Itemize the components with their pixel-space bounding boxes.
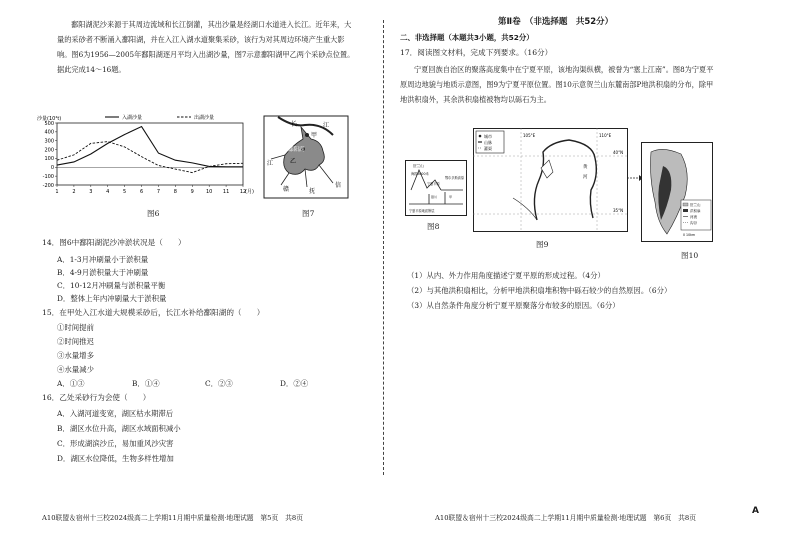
section-heading: 二、非选择题（本题共3小题，共52分） [400,33,534,42]
fig6-xtick-label: 7 [156,189,161,195]
fig6-y-label: 沙量(10⁴t) [37,116,62,122]
right-page [395,0,800,544]
fig6-xtick-label: 11 [222,189,230,195]
q16-option-d: D．湖区水位降低，生物多样性增加 [57,454,174,463]
q16-option-a: A．入湖河道变宽，湖区枯水期滞后 [57,409,174,418]
fig8-label-plain: 宁夏平原 [427,182,440,186]
q15-item-3: ③水量增多 [57,351,94,360]
figure-6-caption: 图6 [147,209,160,218]
q14-option-a: A．1-3月冲刷量小于淤积量 [57,255,149,264]
left-page-footer: A10联盟＆宿州十三校2024级高二上学期11月期中质量检测·地理试题 第5页 共8页 [42,514,304,522]
fig9-label-40n: 40°N [613,150,624,155]
q17-task-3: （3）从自然条件角度分析宁夏平原聚落分布较多的原因。（6分） [407,301,620,310]
fig9-label-110e: 110°E [599,133,612,138]
q16-stem: 16．乙处采砂行为会使（ ） [42,393,151,402]
q15-choice-c: C．②③ [205,379,233,388]
fig9-legend-canal: 灌渠 [484,146,492,151]
q15-item-1: ①时间提前 [57,323,94,332]
page-divider [383,20,384,475]
intro-paragraph: 鄱阳湖泥沙来源于其周边流域和长江倒灌，其出沙量是经湖口水道进入长江。近年来，大量的采砂者不断涌入鄱阳湖，并在入江入湖水道聚集采砂，该行为对其周边环境产生重大影响。图6为1956—2005年鄱阳湖逐月平均入出湖沙量，图7示意鄱阳湖甲乙两个采砂点位置。据此完成14～16题。 [57,20,355,74]
fig8-label-helanshan: 贺兰山 [413,164,424,168]
q15-choice-d: D．②④ [280,379,309,388]
q14-option-b: B．4-9月淤积量大于冲刷量 [57,268,149,277]
fig8-label-jia: 甲 [449,195,453,199]
q17-task-1: （1）从内、外力作用角度描述宁夏平原的形成过程。（4分） [407,271,605,280]
fig7-label-gan: 赣 [283,186,290,193]
fig7-label-yi: 乙 [290,158,297,165]
fig6-xtick-label: 3 [89,189,93,195]
volume-title: 第Ⅱ卷 （非选择题 共52分） [498,17,614,27]
figure-8-diagram [405,160,467,216]
fig6-ytick-label: 400 [44,129,54,136]
fig9-legend-city: 城市 [484,134,492,139]
fig9-label-35n: 35°N [613,208,624,213]
fig6-xtick-label: 9 [190,189,194,195]
q16-option-c: C．形成湖滨沙丘，易加重风沙灾害 [57,439,174,448]
fig6-plot-frame [57,123,243,185]
q14-stem: 14．图6中鄱阳湖泥沙冲淤状况是（ ） [42,238,186,247]
fig7-label-lake: 鄱阳湖 [288,147,305,153]
figure-9-caption: 图9 [536,240,549,249]
fig8-label-yinchuan: 银川 [431,195,438,199]
fig8-label-fault: 宁夏平原地质断层 [409,209,435,213]
fig6-legend-label: 出湖沙量 [194,115,215,121]
fig6-xtick-label: 6 [139,189,144,195]
q15-choice-a: A．①③ [57,379,85,388]
fig10-scale: 0 10km [683,233,696,237]
corner-mark: A [752,506,759,516]
q16-option-b: B．湖区水位升高，湖区水域面积减小 [57,424,181,433]
q14-option-c: C．10-12月冲刷量与淤积量平衡 [57,281,166,290]
fig6-xtick-label: 5 [123,189,127,195]
fig6-legend-label: 入湖沙量 [122,115,143,121]
fig7-label-jiang2: 江 [267,160,274,167]
fig8-label-altitude: 海拔3000米 [411,172,429,176]
fig8-label-ordos: 鄂尔多斯高原 [445,176,465,180]
q15-stem: 15．在甲处入江水道大规模采砂后，长江水补给鄱阳湖的（ ） [42,308,265,317]
right-page-footer: A10联盟＆宿州十三校2024级高二上学期11月期中质量检测·地理试题 第6页 共8页 [435,514,697,522]
fig10-legend-valley: 沟谷 [690,221,697,225]
fig6-xtick-label: 12 [239,189,247,195]
figure-7-map [263,115,349,199]
fig6-ytick-label: 100 [44,156,54,163]
fig6-xtick-label: 2 [72,189,76,195]
fig6-xtick-label: 8 [173,189,177,195]
q15-item-2: ②时间推迟 [57,337,94,346]
fig6-ytick-label: -200 [42,182,54,189]
fig9-label-huang: 黄 [583,165,588,170]
fig6-xtick-label: 4 [106,189,110,195]
fig7-label-xin: 信 [335,182,342,189]
figure-10-caption: 图10 [681,251,699,260]
figure-8-caption: 图8 [427,222,440,231]
fig10-legend-fan: 洪积扇 [690,209,701,213]
figure-6-chart [35,113,255,198]
fig7-label-fu: 抚 [309,188,316,195]
fig6-ytick-label: 200 [44,147,54,154]
q17-heading: 17．阅读图文材料，完成下列要求。（16分） [400,48,553,57]
fig10-legend-river: 河流 [690,215,697,219]
fig9-label-105e: 105°E [523,133,536,138]
fig7-label-jia: 甲 [311,132,318,139]
fig6-ytick-label: 300 [44,138,54,145]
fig6-ytick-label: 500 [44,120,54,127]
fig6-ytick-label: -100 [42,173,54,180]
fig7-label-jiang: 江 [323,122,330,129]
fig9-legend-mountain: 山脉 [484,140,492,145]
fig6-xtick-label: 1 [55,189,59,195]
fig6-xtick-label: 10 [205,189,213,195]
fig9-label-he: 河 [583,175,588,180]
fig6-ytick-label: 0 [50,165,54,172]
q15-choice-b: B．①④ [132,379,160,388]
q17-task-2: （2）与其他洪积扇相比，分析甲地洪积扇堆积物中砾石较少的自然原因。（6分） [407,286,672,295]
q14-option-d: D．整体上年内冲刷量大于淤积量 [57,294,167,303]
figure-7-caption: 图7 [302,209,315,218]
q15-item-4: ④水量减少 [57,365,94,374]
figure-10-map [641,142,713,242]
fig6-x-unit: (月) [245,189,254,195]
left-page [0,0,390,544]
q17-material: 宁夏回族自治区的聚落高度集中在宁夏平原，该地沟渠纵横，被誉为“塞上江南”。图8为宁夏平原周边地貌与地质示意图，图9为宁夏平原位置。图10示意贺兰山东麓南部P地洪积扇的分布，除甲地洪积扇外，其余洪积扇植被物均以砾石为主。 [400,65,714,104]
fig10-legend-helanshan: 贺兰山 [690,203,701,207]
figure-9-map [473,128,628,232]
fig7-label-chang: 长 [291,121,298,128]
